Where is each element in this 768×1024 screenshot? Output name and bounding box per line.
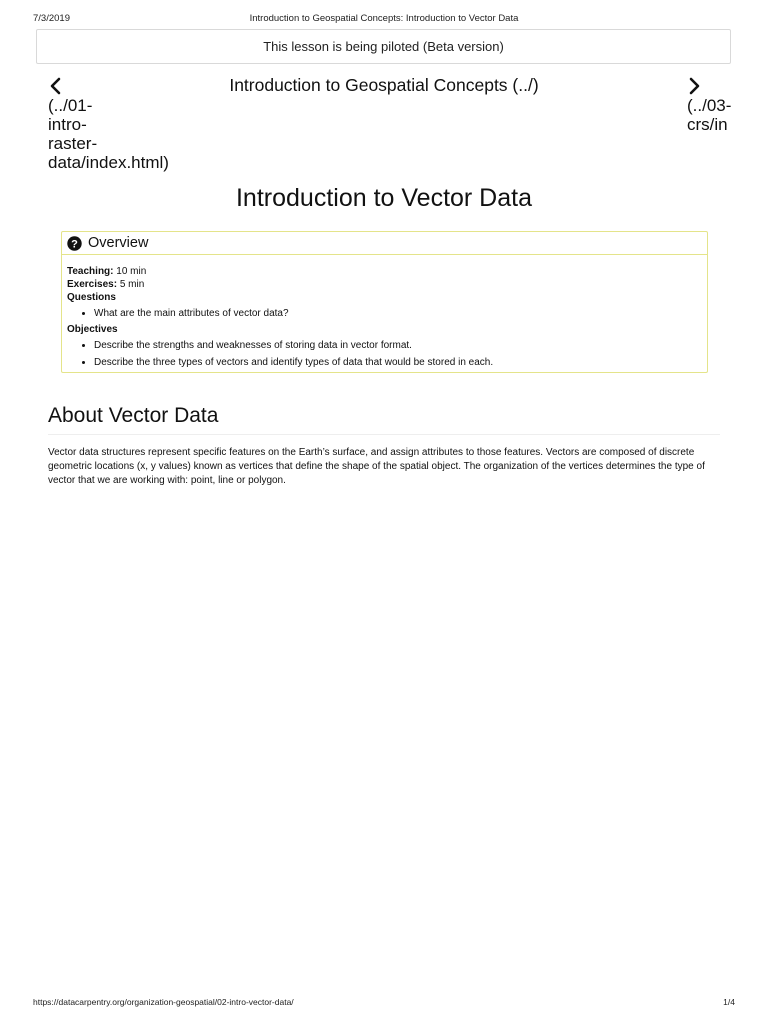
chevron-right-icon	[687, 77, 705, 96]
questions-label	[67, 291, 707, 304]
exercises-time	[67, 278, 707, 291]
prev-href-line: data/index.html)	[48, 153, 169, 172]
beta-banner: This lesson is being piloted (Beta version)	[36, 29, 731, 64]
objective-item: • Describe the strengths and weaknesses of storing data in vector format.	[94, 339, 707, 352]
teaching-value: 10 min	[116, 266, 147, 277]
print-footer	[33, 997, 735, 1009]
teaching-label: Teaching:	[67, 266, 114, 277]
objectives-label	[67, 323, 707, 336]
next-episode-link[interactable]	[687, 77, 733, 134]
question-item: • What are the main attributes of vector data?	[94, 307, 707, 320]
questions-label-text: Questions	[67, 292, 116, 303]
teaching-time	[67, 265, 707, 278]
next-href-line: crs/in	[687, 115, 728, 134]
overview-box	[61, 231, 708, 373]
section-paragraph: Vector data structures represent specific features on the Earth’s surface, and assign attributes to those features. Vectors are composed of discrete geometric locations (x, y values) known as vertices that define the shape of the spatial object. The organization of the vertices determines the type of vector that we are working with: point, line or polygon.	[48, 447, 705, 486]
prev-href-line: raster-	[48, 134, 98, 153]
page-title: Introduction to Vector Data	[235, 184, 532, 212]
exercises-label: Exercises:	[67, 279, 118, 290]
overview-heading: Overview	[88, 235, 149, 251]
objective-item: • Describe the three types of vectors and identify types of data that would be stored in each.	[94, 356, 707, 369]
print-url: https://datacarpentry.org/organization-geospatial/02-intro-vector-data/	[33, 997, 294, 1007]
page-number: 1/4	[723, 997, 735, 1007]
svg-text:?: ?	[71, 237, 78, 250]
section-heading: About Vector Data	[48, 404, 720, 435]
next-episode-href[interactable]	[687, 96, 733, 134]
exercises-value: 5 min	[119, 279, 145, 290]
questions-list	[67, 307, 707, 320]
prev-href-line: (../01-	[48, 96, 93, 115]
previous-episode-href[interactable]	[48, 96, 198, 172]
next-href-line: (../03-	[687, 96, 732, 115]
overview-body	[62, 255, 707, 369]
print-date: 7/3/2019	[33, 13, 70, 24]
question-circle-icon	[67, 236, 82, 251]
objectives-list	[67, 339, 707, 369]
overview-header	[62, 232, 707, 255]
print-doc-title: Introduction to Geospatial Concepts: Introduction to Vector Data	[249, 13, 519, 24]
lesson-home-link[interactable]: Introduction to Geospatial Concepts (../)	[229, 75, 539, 95]
print-header	[33, 13, 735, 27]
objectives-label-text: Objectives	[67, 324, 118, 335]
prev-href-line: intro-	[48, 115, 87, 134]
